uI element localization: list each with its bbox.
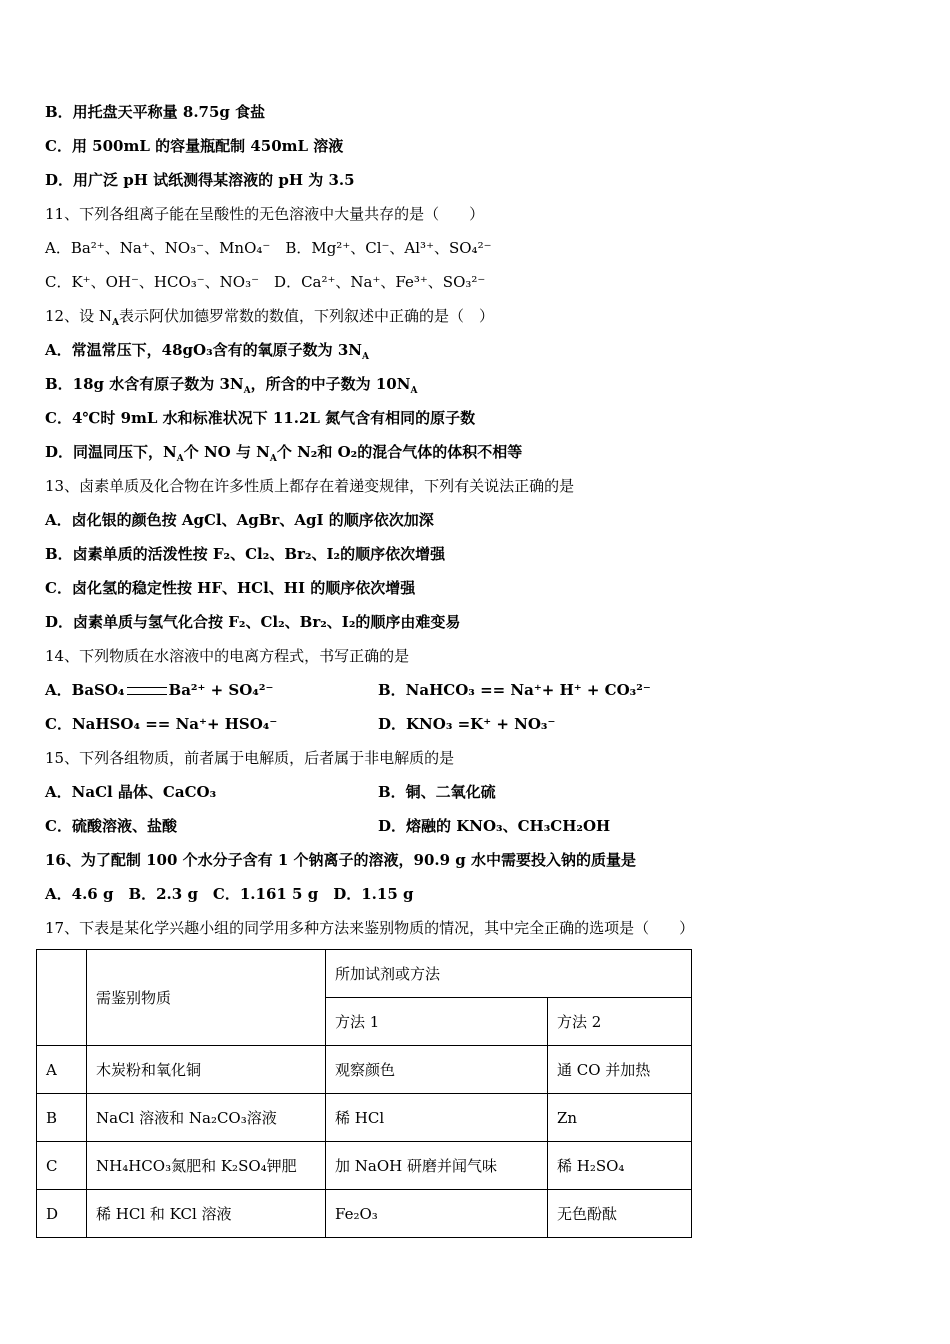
- option-14a: A．BaSO₄ Ba²⁺ + SO₄²⁻: [45, 681, 274, 699]
- row-method-1: 观察颜色: [326, 1046, 548, 1094]
- row-method-2: 稀 H₂SO₄: [548, 1142, 692, 1190]
- row-method-2: 无色酚酞: [548, 1190, 692, 1238]
- option-15d: D．熔融的 KNO₃、CH₃CH₂OH: [378, 817, 611, 835]
- question-13: 13、卤素单质及化合物在许多性质上都存在着递变规律，下列有关说法正确的是: [45, 477, 575, 495]
- table-row: [37, 1046, 692, 1094]
- row-method-2: 通 CO 并加热: [548, 1046, 692, 1094]
- option-12c: C．4℃时 9mL 水和标准状况下 11.2L 氮气含有相同的原子数: [45, 409, 476, 427]
- row-label: B: [37, 1094, 87, 1142]
- question-14: 14、下列物质在水溶液中的电离方程式，书写正确的是: [45, 647, 410, 665]
- row-substance: NaCl 溶液和 Na₂CO₃溶液: [87, 1094, 326, 1142]
- question-17: 17、下表是某化学兴趣小组的同学用多种方法来鉴别物质的情况，其中完全正确的选项是（ ）: [45, 919, 695, 937]
- row-method-1: 加 NaOH 研磨并闻气味: [326, 1142, 548, 1190]
- header-method-1: 方法 1: [326, 998, 548, 1046]
- header-method-2: 方法 2: [548, 998, 692, 1046]
- option-10b: B．用托盘天平称量 8.75g 食盐: [45, 103, 266, 121]
- row-method-1: 稀 HCl: [326, 1094, 548, 1142]
- row-substance: NH₄HCO₃氮肥和 K₂SO₄钾肥: [87, 1142, 326, 1190]
- option-10c: C．用 500mL 的容量瓶配制 450mL 溶液: [45, 137, 344, 155]
- option-13b: B．卤素单质的活泼性按 F₂、Cl₂、Br₂、I₂的顺序依次增强: [45, 545, 446, 563]
- option-10d: D．用广泛 pH 试纸测得某溶液的 pH 为 3.5: [45, 171, 355, 189]
- option-15a: A．NaCl 晶体、CaCO₃: [45, 783, 217, 801]
- equilibrium-arrow-icon: [127, 687, 167, 695]
- row-label: A: [37, 1046, 87, 1094]
- table-corner-cell: [37, 950, 87, 1046]
- question-15: 15、下列各组物质，前者属于电解质，后者属于非电解质的是: [45, 749, 455, 767]
- question-16: 16、为了配制 100 个水分子含有 1 个钠离子的溶液，90.9 g 水中需要投入钠的质量是: [45, 851, 636, 869]
- question-12: 12、设 $N_A$表示阿伏加德罗常数的数值，下列叙述中正确的是（ ）: [45, 307, 494, 328]
- option-12d: D．同温同压下，$N_A$个 NO 与 $N_A$个 N₂和 O₂的混合气体的体积不相等: [45, 443, 523, 464]
- table-row: [37, 1094, 692, 1142]
- options-11-ab: A．Ba²⁺、Na⁺、NO₃⁻、MnO₄⁻ B．Mg²⁺、Cl⁻、Al³⁺、SO₄²⁻: [45, 239, 492, 257]
- row-method-2: Zn: [548, 1094, 692, 1142]
- header-method-group: 所加试剂或方法: [326, 950, 692, 998]
- options-16: A．4.6 g B．2.3 g C．1.161 5 g D．1.15 g: [45, 885, 414, 903]
- option-12a: A．常温常压下，48gO₃含有的氧原子数为 $3N_A$: [45, 341, 369, 362]
- option-14b: B．NaHCO₃ == Na⁺+ H⁺ + CO₃²⁻: [378, 681, 651, 699]
- table-row: [37, 1142, 692, 1190]
- question-11: 11、下列各组离子能在呈酸性的无色溶液中大量共存的是（ ）: [45, 205, 485, 223]
- identification-table: [36, 949, 692, 1238]
- header-substance: 需鉴别物质: [87, 950, 326, 1046]
- option-13a: A．卤化银的颜色按 AgCl、AgBr、AgI 的顺序依次加深: [45, 511, 434, 529]
- row-substance: 稀 HCl 和 KCl 溶液: [87, 1190, 326, 1238]
- row-label: C: [37, 1142, 87, 1190]
- row-label: D: [37, 1190, 87, 1238]
- row-substance: 木炭粉和氧化铜: [87, 1046, 326, 1094]
- option-13c: C．卤化氢的稳定性按 HF、HCl、HI 的顺序依次增强: [45, 579, 416, 597]
- option-12b: B．18g 水含有原子数为 $3N_A$，所含的中子数为 $10N_A$: [45, 375, 418, 396]
- option-15c: C．硫酸溶液、盐酸: [45, 817, 177, 835]
- option-13d: D．卤素单质与氢气化合按 F₂、Cl₂、Br₂、I₂的顺序由难变易: [45, 613, 461, 631]
- option-14d: D．KNO₃ =K⁺ + NO₃⁻: [378, 715, 556, 733]
- option-14c: C．NaHSO₄ == Na⁺+ HSO₄⁻: [45, 715, 278, 733]
- options-11-cd: C．K⁺、OH⁻、HCO₃⁻、NO₃⁻ D．Ca²⁺、Na⁺、Fe³⁺、SO₃²⁻: [45, 273, 486, 291]
- option-15b: B．铜、二氧化硫: [378, 783, 496, 801]
- row-method-1: Fe₂O₃: [326, 1190, 548, 1238]
- table-row: [37, 1190, 692, 1238]
